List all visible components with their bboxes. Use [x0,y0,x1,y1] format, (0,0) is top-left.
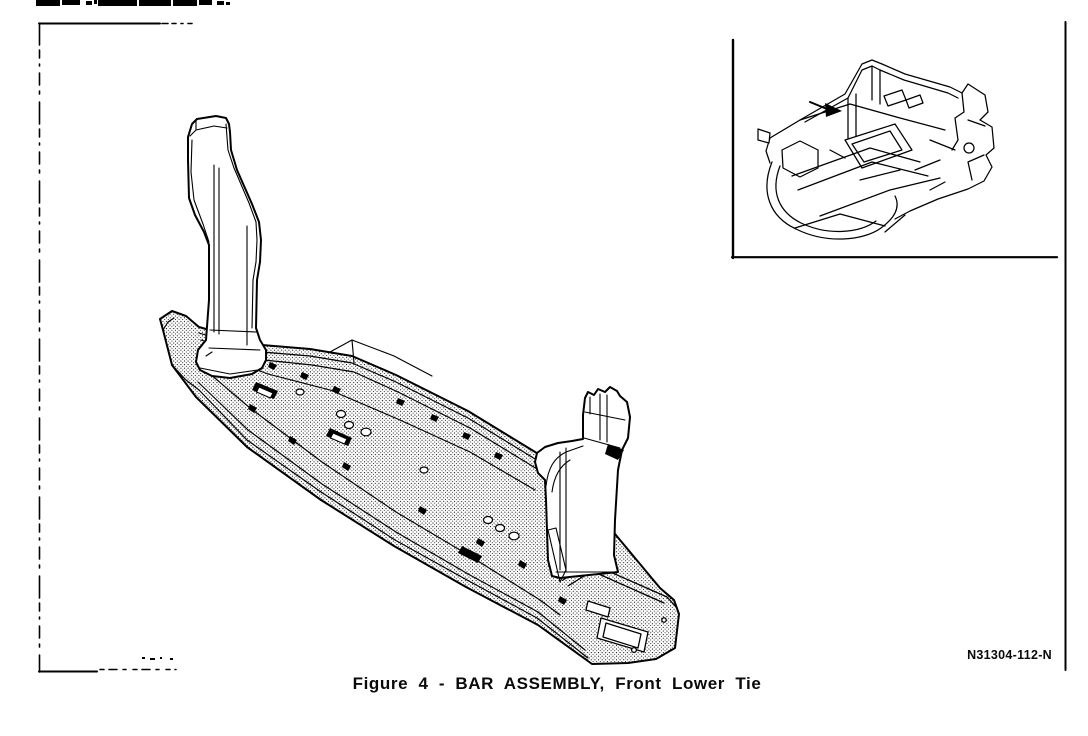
scan-artifact-bottom-dots [142,657,173,660]
inset-location-drawing [758,60,994,239]
drawing-number: N31304-112-N [967,648,1052,662]
figure-caption: Figure 4 - BAR ASSEMBLY, Front Lower Tie [352,674,762,693]
scan-artifact-top-strip [36,0,230,6]
main-bar-assembly-drawing [160,116,679,664]
